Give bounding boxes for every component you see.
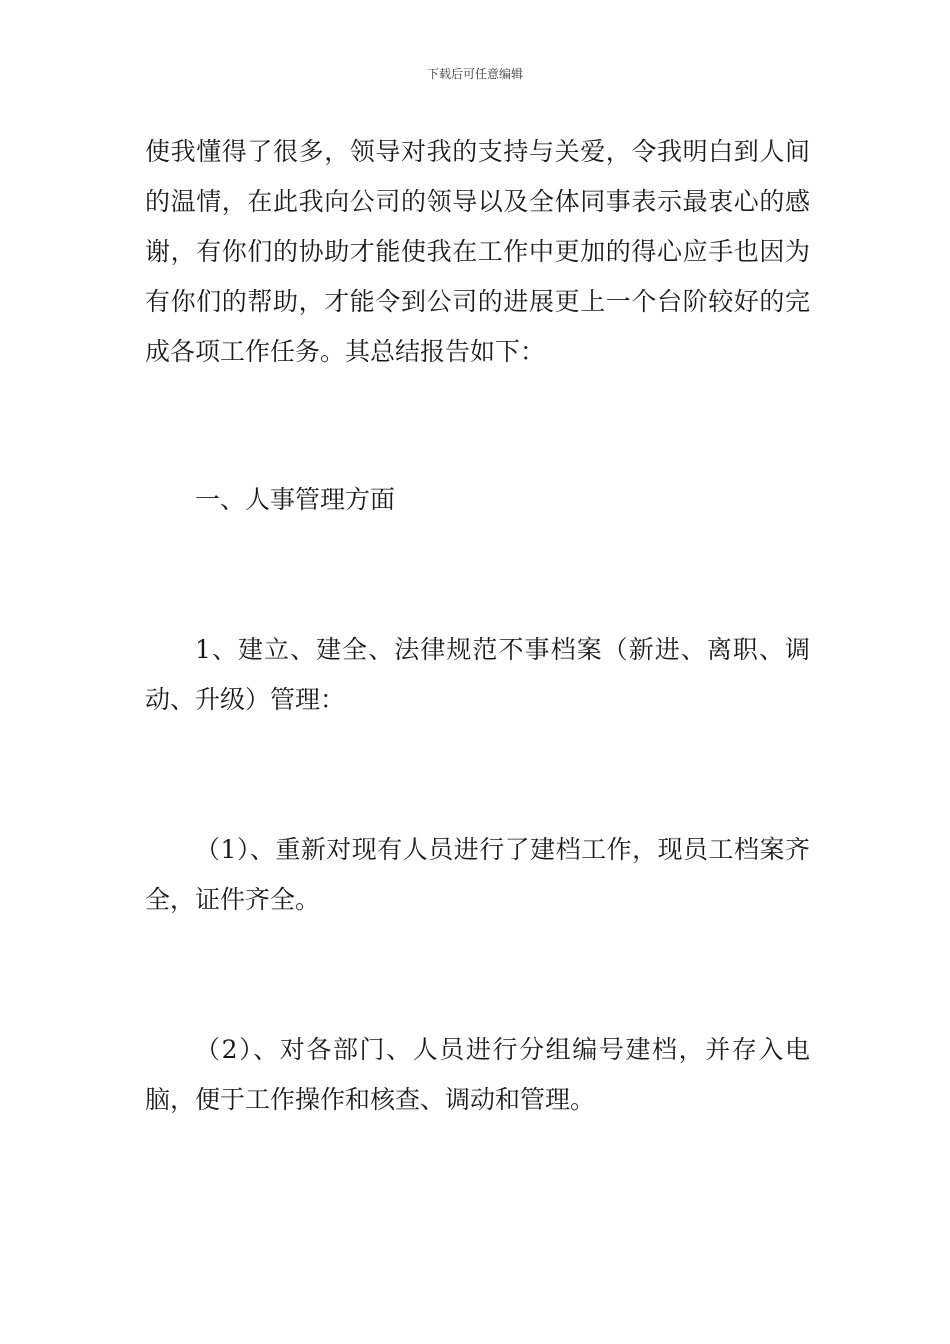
- page-header-note: 下载后可任意编辑: [426, 67, 523, 81]
- list-item-1: 1、建立、建全、法律规范不事档案（新进、离职、调动、升级）管理：: [145, 635, 810, 714]
- intro-paragraph: 使我懂得了很多，领导对我的支持与关爱，令我明白到人间的温情，在此我向公司的领导以及全体同事表示最衷心的感谢，有你们的协助才能使我在工作中更加的得心应手也因为有你们的帮助，才能令到公司的进展更上一个台阶较好的完成各项工作任务。其总结报告如下：: [145, 137, 810, 366]
- section-heading: 一、人事管理方面: [195, 485, 396, 514]
- sub-item-2: （2）、对各部门、人员进行分组编号建档，并存入电脑，便于工作操作和核查、调动和管理。: [145, 1035, 810, 1114]
- sub-item-1: （1）、重新对现有人员进行了建档工作，现员工档案齐全，证件齐全。: [145, 835, 810, 914]
